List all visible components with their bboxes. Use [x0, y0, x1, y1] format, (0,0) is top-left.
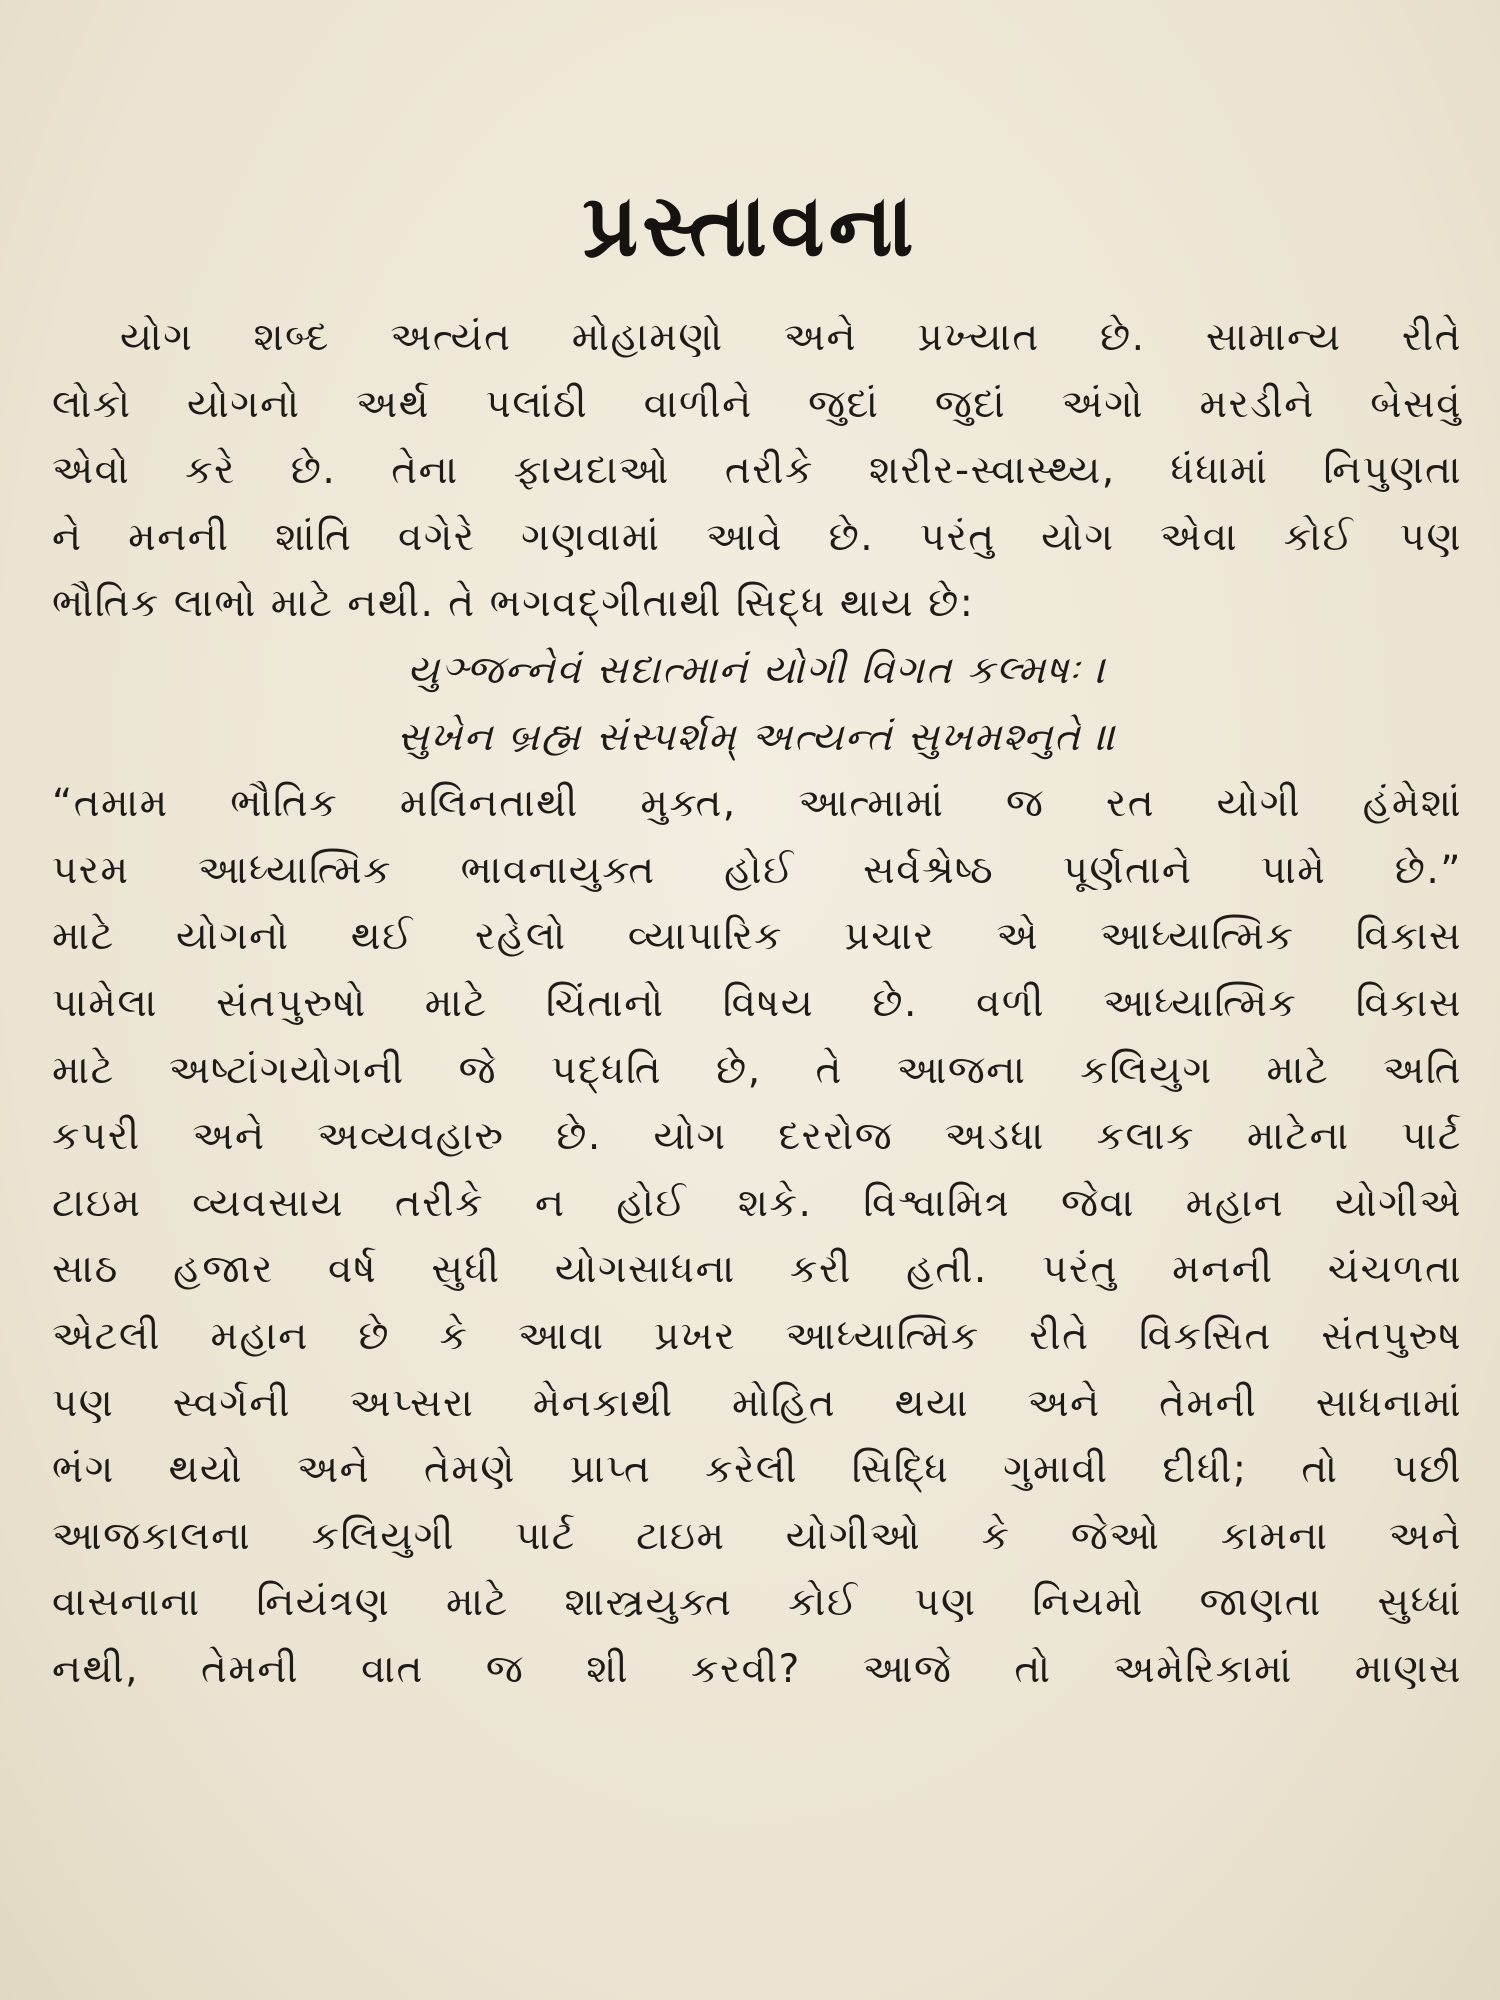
text-line: ને મનની શાંતિ વગેરે ગણવામાં આવે છે. પરંતુ યોગ એવા કોઈ પણ: [52, 514, 1462, 560]
text-line: આજકાલના કલિયુગી પાર્ટ ટાઇમ યોગીઓ કે જેઓ કામના અને: [52, 1513, 1462, 1559]
text-line: લોકો યોગનો અર્થ પલાંઠી વાળીને જુદાં જુદાં અંગો મરડીને બેસવું: [52, 381, 1462, 427]
text-line: સાઠ હજાર વર્ષ સુધી યોગસાધના કરી હતી. પરંતુ મનની ચંચળતા: [52, 1247, 1462, 1293]
text-line: એટલી મહાન છે કે આવા પ્રખર આધ્યાત્મિક રીતે વિકસિત સંતપુરુષ: [52, 1313, 1462, 1359]
text-line: માટે અષ્ટાંગયોગની જે પદ્ધતિ છે, તે આજના કલિયુગ માટે અતિ: [52, 1047, 1462, 1093]
verse-line: યુઞ્જન્નેવં સદાત્માનં યોગી વિગત કલ્મષઃ ।: [407, 647, 1107, 693]
text-line: માટે યોગનો થઈ રહેલો વ્યાપારિક પ્રચાર એ આધ્યાત્મિક વિકાસ: [52, 914, 1462, 960]
text-line: પરમ આધ્યાત્મિક ભાવનાયુક્ત હોઈ સર્વશ્રેષ્ઠ પૂર્ણતાને પામે છે.”: [52, 847, 1462, 893]
text-line: ભંગ થયો અને તેમણે પ્રાપ્ત કરેલી સિદ્ધિ ગુમાવી દીધી; તો પછી: [52, 1447, 1462, 1493]
text-line: નથી, તેમની વાત જ શી કરવી? આજે તો અમેરિકામાં માણસ: [52, 1646, 1462, 1692]
body-text: [52, 305, 1462, 1703]
text-line: એવો કરે છે. તેના ફાયદાઓ તરીકે શરીર-સ્વાસ્થ્ય, ધંધામાં નિપુણતા: [52, 448, 1462, 494]
text-line: વાસનાના નિયંત્રણ માટે શાસ્ત્રયુક્ત કોઈ પણ નિયમો જાણતા સુધ્ધાં: [52, 1580, 1462, 1626]
verse-line: સુખેન બ્રહ્મ સંસ્પર્શમ્ અત્યન્તં સુખમશ્નુતે ॥: [396, 714, 1118, 760]
text-line: યોગ શબ્દ અત્યંત મોહામણો અને પ્રખ્યાત છે. સામાન્ય રીતે: [120, 315, 1462, 360]
text-line: પામેલા સંતપુરુષો માટે ચિંતાનો વિષય છે. વળી આધ્યાત્મિક વિકાસ: [52, 980, 1462, 1026]
text-line: “તમામ ભૌતિક મલિનતાથી મુક્ત, આત્મામાં જ રત યોગી હંમેશાં: [52, 781, 1462, 827]
page-title: પ્રસ્તાવના: [582, 175, 918, 276]
text-line: ટાઇમ વ્યવસાય તરીકે ન હોઈ શકે. વિશ્વામિત્ર જેવા મહાન યોગીએ: [52, 1180, 1462, 1226]
text-line: પણ સ્વર્ગની અપ્સરા મેનકાથી મોહિત થયા અને તેમની સાધનામાં: [52, 1380, 1462, 1426]
text-line: ભૌતિક લાભો માટે નથી. તે ભગવદ્ગીતાથી સિદ્ધ થાય છે:: [52, 581, 975, 627]
text-line: કપરી અને અવ્યવહારુ છે. યોગ દરરોજ અડધા કલાક માટેના પાર્ટ: [52, 1114, 1462, 1160]
